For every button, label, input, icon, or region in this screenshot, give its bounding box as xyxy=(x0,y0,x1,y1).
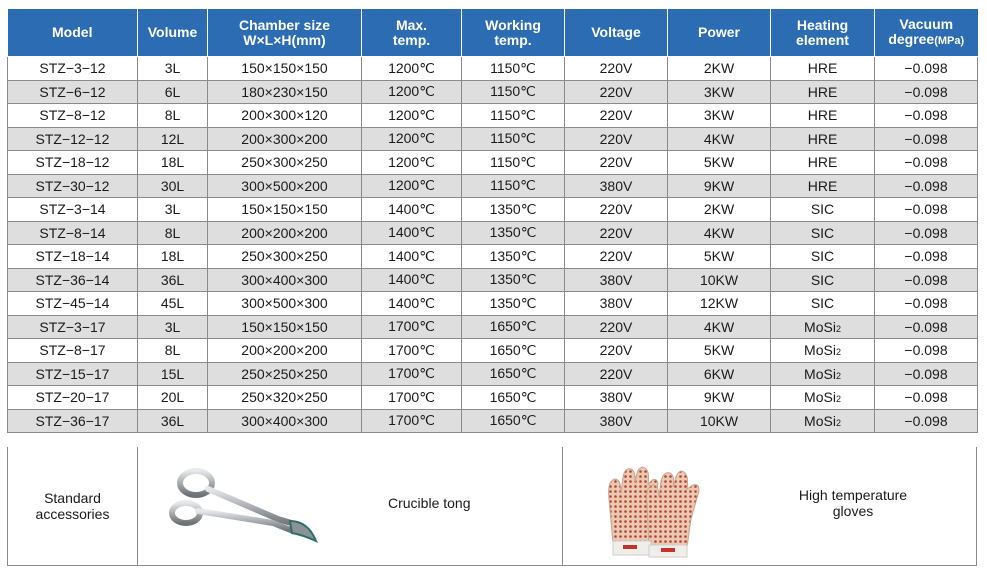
table-row xyxy=(8,80,978,104)
header-heating-element: Heating element xyxy=(771,9,875,57)
header-vacuum-degree: Vacuum degree(MPa) xyxy=(875,9,978,57)
cell-power: 5KW xyxy=(668,245,771,269)
cell-power: 9KW xyxy=(668,174,771,198)
cell-voltage: 220V xyxy=(565,198,668,222)
cell-power: 3KW xyxy=(668,104,771,128)
cell-power: 5KW xyxy=(668,339,771,363)
cell-voltage: 220V xyxy=(565,104,668,128)
cell-vacuum: −0.098 xyxy=(875,198,978,222)
cell-working-temp: 1650℃ xyxy=(462,339,565,363)
cell-vacuum: −0.098 xyxy=(875,57,978,81)
cell-power: 10KW xyxy=(668,409,771,433)
cell-model: STZ−36−17 xyxy=(8,409,138,433)
header-row xyxy=(8,9,978,57)
cell-heating-element: SIC xyxy=(771,198,875,222)
cell-max-temp: 1200℃ xyxy=(362,104,462,128)
table-row xyxy=(8,386,978,410)
cell-max-temp: 1700℃ xyxy=(362,386,462,410)
cell-volume: 36L xyxy=(138,268,208,292)
cell-power: 3KW xyxy=(668,80,771,104)
cell-heating-element: HRE xyxy=(771,151,875,175)
cell-voltage: 220V xyxy=(565,362,668,386)
cell-max-temp: 1400℃ xyxy=(362,268,462,292)
cell-heating-element: MoSi2 xyxy=(771,339,875,363)
cell-voltage: 380V xyxy=(565,386,668,410)
cell-working-temp: 1350℃ xyxy=(462,221,565,245)
header-voltage: Voltage xyxy=(565,9,668,57)
table-row xyxy=(8,221,978,245)
header-model: Model xyxy=(8,9,138,57)
cell-chamber-size: 150×150×150 xyxy=(208,315,362,339)
cell-working-temp: 1350℃ xyxy=(462,292,565,316)
cell-power: 4KW xyxy=(668,315,771,339)
table-row xyxy=(8,245,978,269)
cell-model: STZ−8−12 xyxy=(8,104,138,128)
cell-chamber-size: 300×400×300 xyxy=(208,409,362,433)
cell-vacuum: −0.098 xyxy=(875,409,978,433)
cell-model: STZ−8−14 xyxy=(8,221,138,245)
cell-working-temp: 1350℃ xyxy=(462,268,565,292)
cell-chamber-size: 250×320×250 xyxy=(208,386,362,410)
cell-model: STZ−15−17 xyxy=(8,362,138,386)
crucible-tong-icon xyxy=(168,461,328,551)
cell-working-temp: 1150℃ xyxy=(462,151,565,175)
cell-heating-element: MoSi2 xyxy=(771,386,875,410)
cell-vacuum: −0.098 xyxy=(875,221,978,245)
cell-working-temp: 1650℃ xyxy=(462,409,565,433)
cell-power: 10KW xyxy=(668,268,771,292)
accessory-crucible-tong xyxy=(138,447,563,565)
cell-working-temp: 1150℃ xyxy=(462,80,565,104)
cell-working-temp: 1350℃ xyxy=(462,198,565,222)
cell-volume: 36L xyxy=(138,409,208,433)
cell-vacuum: −0.098 xyxy=(875,315,978,339)
cell-working-temp: 1150℃ xyxy=(462,104,565,128)
cell-heating-element: HRE xyxy=(771,174,875,198)
cell-working-temp: 1650℃ xyxy=(462,315,565,339)
cell-working-temp: 1150℃ xyxy=(462,57,565,81)
cell-voltage: 220V xyxy=(565,127,668,151)
cell-vacuum: −0.098 xyxy=(875,104,978,128)
cell-vacuum: −0.098 xyxy=(875,151,978,175)
cell-vacuum: −0.098 xyxy=(875,362,978,386)
cell-heating-element: SIC xyxy=(771,245,875,269)
cell-model: STZ−30−12 xyxy=(8,174,138,198)
cell-max-temp: 1200℃ xyxy=(362,151,462,175)
cell-chamber-size: 250×250×250 xyxy=(208,362,362,386)
cell-model: STZ−3−17 xyxy=(8,315,138,339)
cell-volume: 18L xyxy=(138,245,208,269)
cell-model: STZ−36−14 xyxy=(8,268,138,292)
cell-heating-element: MoSi2 xyxy=(771,315,875,339)
cell-model: STZ−3−14 xyxy=(8,198,138,222)
cell-vacuum: −0.098 xyxy=(875,174,978,198)
cell-voltage: 220V xyxy=(565,339,668,363)
cell-heating-element: MoSi2 xyxy=(771,409,875,433)
cell-volume: 6L xyxy=(138,80,208,104)
table-row xyxy=(8,104,978,128)
cell-volume: 15L xyxy=(138,362,208,386)
spec-sheet xyxy=(7,9,977,522)
cell-volume: 8L xyxy=(138,104,208,128)
crucible-tong-label: Crucible tong xyxy=(388,495,471,511)
cell-volume: 45L xyxy=(138,292,208,316)
cell-heating-element: HRE xyxy=(771,127,875,151)
cell-max-temp: 1700℃ xyxy=(362,339,462,363)
cell-heating-element: HRE xyxy=(771,104,875,128)
header-power: Power xyxy=(668,9,771,57)
cell-model: STZ−6−12 xyxy=(8,80,138,104)
cell-voltage: 380V xyxy=(565,292,668,316)
cell-heating-element: HRE xyxy=(771,57,875,81)
header-working-temp: Working temp. xyxy=(462,9,565,57)
gloves-label: High temperature gloves xyxy=(798,487,908,519)
cell-voltage: 380V xyxy=(565,268,668,292)
header-chamber-size: Chamber size W×L×H(mm) xyxy=(208,9,362,57)
cell-model: STZ−3−12 xyxy=(8,57,138,81)
cell-chamber-size: 200×200×200 xyxy=(208,221,362,245)
cell-chamber-size: 180×230×150 xyxy=(208,80,362,104)
accessories-row xyxy=(7,447,977,566)
cell-chamber-size: 200×200×200 xyxy=(208,339,362,363)
header-max-temp: Max. temp. xyxy=(362,9,462,57)
cell-vacuum: −0.098 xyxy=(875,80,978,104)
cell-voltage: 220V xyxy=(565,315,668,339)
cell-power: 6KW xyxy=(668,362,771,386)
cell-model: STZ−20−17 xyxy=(8,386,138,410)
cell-max-temp: 1200℃ xyxy=(362,174,462,198)
cell-heating-element: SIC xyxy=(771,221,875,245)
cell-voltage: 220V xyxy=(565,221,668,245)
cell-vacuum: −0.098 xyxy=(875,245,978,269)
cell-voltage: 220V xyxy=(565,80,668,104)
cell-max-temp: 1400℃ xyxy=(362,221,462,245)
cell-working-temp: 1650℃ xyxy=(462,362,565,386)
cell-vacuum: −0.098 xyxy=(875,268,978,292)
cell-chamber-size: 300×500×200 xyxy=(208,174,362,198)
cell-voltage: 380V xyxy=(565,409,668,433)
cell-voltage: 220V xyxy=(565,151,668,175)
cell-model: STZ−18−12 xyxy=(8,151,138,175)
cell-max-temp: 1400℃ xyxy=(362,198,462,222)
cell-model: STZ−18−14 xyxy=(8,245,138,269)
cell-power: 5KW xyxy=(668,151,771,175)
cell-chamber-size: 200×300×120 xyxy=(208,104,362,128)
spec-table xyxy=(7,9,978,433)
cell-power: 4KW xyxy=(668,221,771,245)
table-row xyxy=(8,127,978,151)
table-row xyxy=(8,339,978,363)
cell-heating-element: HRE xyxy=(771,80,875,104)
table-row xyxy=(8,268,978,292)
cell-heating-element: MoSi2 xyxy=(771,362,875,386)
table-row xyxy=(8,292,978,316)
cell-working-temp: 1650℃ xyxy=(462,386,565,410)
table-row xyxy=(8,57,978,81)
cell-vacuum: −0.098 xyxy=(875,127,978,151)
cell-power: 12KW xyxy=(668,292,771,316)
cell-chamber-size: 300×500×300 xyxy=(208,292,362,316)
cell-volume: 18L xyxy=(138,151,208,175)
table-row xyxy=(8,174,978,198)
cell-volume: 30L xyxy=(138,174,208,198)
cell-volume: 3L xyxy=(138,315,208,339)
table-row xyxy=(8,198,978,222)
cell-volume: 3L xyxy=(138,198,208,222)
cell-power: 4KW xyxy=(668,127,771,151)
cell-working-temp: 1150℃ xyxy=(462,127,565,151)
cell-model: STZ−45−14 xyxy=(8,292,138,316)
cell-working-temp: 1350℃ xyxy=(462,245,565,269)
cell-max-temp: 1400℃ xyxy=(362,245,462,269)
cell-volume: 12L xyxy=(138,127,208,151)
cell-voltage: 220V xyxy=(565,245,668,269)
cell-power: 2KW xyxy=(668,198,771,222)
table-row xyxy=(8,409,978,433)
cell-max-temp: 1200℃ xyxy=(362,57,462,81)
spec-table-body xyxy=(8,57,978,433)
cell-volume: 8L xyxy=(138,339,208,363)
cell-vacuum: −0.098 xyxy=(875,339,978,363)
accessories-label: Standard accessories xyxy=(8,447,138,565)
cell-vacuum: −0.098 xyxy=(875,386,978,410)
cell-power: 9KW xyxy=(668,386,771,410)
table-row xyxy=(8,315,978,339)
cell-chamber-size: 200×300×200 xyxy=(208,127,362,151)
cell-volume: 3L xyxy=(138,57,208,81)
cell-voltage: 220V xyxy=(565,57,668,81)
cell-power: 2KW xyxy=(668,57,771,81)
cell-chamber-size: 150×150×150 xyxy=(208,198,362,222)
cell-voltage: 380V xyxy=(565,174,668,198)
cell-volume: 20L xyxy=(138,386,208,410)
table-row xyxy=(8,151,978,175)
cell-max-temp: 1200℃ xyxy=(362,127,462,151)
cell-model: STZ−8−17 xyxy=(8,339,138,363)
cell-chamber-size: 250×300×250 xyxy=(208,151,362,175)
cell-heating-element: SIC xyxy=(771,268,875,292)
cell-max-temp: 1700℃ xyxy=(362,315,462,339)
cell-chamber-size: 150×150×150 xyxy=(208,57,362,81)
cell-volume: 8L xyxy=(138,221,208,245)
cell-chamber-size: 250×300×250 xyxy=(208,245,362,269)
cell-heating-element: SIC xyxy=(771,292,875,316)
accessory-gloves xyxy=(563,447,976,565)
cell-working-temp: 1150℃ xyxy=(462,174,565,198)
cell-vacuum: −0.098 xyxy=(875,292,978,316)
cell-max-temp: 1200℃ xyxy=(362,80,462,104)
header-volume: Volume xyxy=(138,9,208,57)
cell-model: STZ−12−12 xyxy=(8,127,138,151)
cell-max-temp: 1700℃ xyxy=(362,409,462,433)
gloves-icon xyxy=(593,459,713,559)
cell-max-temp: 1400℃ xyxy=(362,292,462,316)
cell-max-temp: 1700℃ xyxy=(362,362,462,386)
cell-chamber-size: 300×400×300 xyxy=(208,268,362,292)
table-row xyxy=(8,362,978,386)
